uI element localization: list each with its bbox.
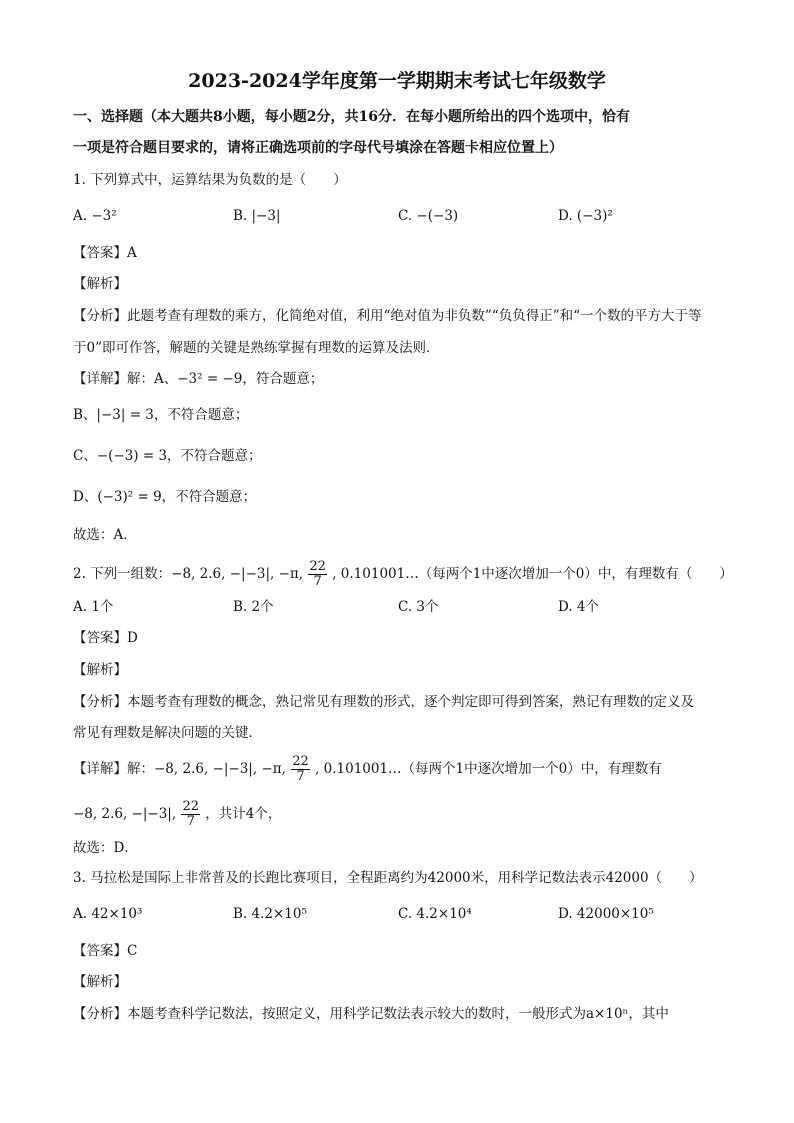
q2-fraction-denominator: 7 [313,574,322,589]
q2-conclusion: 故选：D． [73,840,138,856]
q2-option-a: A. 1个 [73,599,114,615]
page-title: 2023-2024学年度第一学期期末考试七年级数学 [188,70,606,92]
q2-fraction [308,560,327,589]
q1-detail-d: D、(−3)² = 9，不符合题意； [73,489,257,505]
q2-detail2-fraction-numerator: 22 [182,799,199,814]
q1-fenxi-line1: 【分析】此题考查有理数的乘方，化简绝对值，利用“绝对值为非负数”“负负得正”和“一个数的平方大于等 [73,308,702,324]
q3-option-b: B. 4.2×10⁵ [233,906,307,922]
q2-answer: 【答案】D [73,630,138,646]
q2-detail-line2 [73,800,281,829]
q1-detail-a: 【详解】解：A、−3² = −9，符合题意； [73,371,324,387]
q1-detail-c: C、−(−3) = 3，不符合题意； [73,448,262,464]
q1-analysis-label: 【解析】 [73,276,127,292]
q2-detail2-fraction-denominator: 7 [186,814,195,829]
q2-option-d: D. 4个 [558,599,600,615]
q2-detail-post: , 0.101001…（每两个1中逐次增加一个0）中，有理数有 [315,761,662,777]
q1-option-b: B. |−3| [233,208,281,224]
q2-detail-fraction-denominator: 7 [296,769,305,784]
q1-answer: 【答案】A [73,245,137,261]
q2-detail2-post: ，共计4个， [205,806,282,822]
q1-detail-b: B、|−3| = 3，不符合题意； [73,407,249,423]
q1-option-c: C. −(−3) [398,208,459,224]
section-heading-line2: 一项是符合题目要求的，请将正确选项前的字母代号填涂在答题卡相应位置上） [73,140,563,156]
q2-fenxi-line1: 【分析】本题考查有理数的概念，熟记常见有理数的形式，逐个判定即可得到答案，熟记有理数的定义及 [73,694,694,710]
q3-stem: 3. 马拉松是国际上非常普及的长跑比赛项目，全程距离约为42000米，用科学记数法表示42000（ ） [73,870,703,886]
q3-option-d: D. 42000×10⁵ [558,906,654,922]
section-heading-line1: 一、选择题（本大题共8小题，每小题2分，共16分．在每小题所给出的四个选项中，恰有 [73,109,630,125]
q2-detail2-fraction [181,800,200,829]
q3-option-a: A. 42×10³ [73,906,143,922]
q2-option-c: C. 3个 [398,599,439,615]
q2-detail-fraction [291,755,310,784]
q1-conclusion: 故选：A． [73,527,137,543]
q2-fraction-numerator: 22 [309,559,326,574]
q2-detail-fraction-numerator: 22 [292,754,309,769]
q2-stem-pre: 2. 下列一组数：−8, 2.6, −|−3|, −π, [73,566,304,582]
q2-fenxi-line2: 常见有理数是解决问题的关键． [73,725,262,741]
q1-option-d: D. (−3)² [558,208,613,224]
q2-stem-post: , 0.101001…（每两个1中逐次增加一个0）中，有理数有（ ） [332,566,733,582]
q2-analysis-label: 【解析】 [73,662,127,678]
q1-fenxi-line2: 于0”即可作答，解题的关键是熟练掌握有理数的运算及法则． [73,340,440,356]
q2-detail-line1 [73,755,662,784]
q2-stem [73,560,733,589]
q1-option-a: A. −3² [73,208,117,224]
q2-option-b: B. 2个 [233,599,274,615]
q2-detail-pre: 【详解】解：−8, 2.6, −|−3|, −π, [73,761,286,777]
q3-fenxi-line1: 【分析】本题考查科学记数法，按照定义，用科学记数法表示较大的数时，一般形式为a×10ⁿ，其中 [73,1006,669,1022]
q3-analysis-label: 【解析】 [73,974,127,990]
q2-detail2-pre: −8, 2.6, −|−3|, [73,806,177,822]
q3-option-c: C. 4.2×10⁴ [398,906,472,922]
q3-answer: 【答案】C [73,943,138,959]
q1-stem: 1. 下列算式中，运算结果为负数的是（ ） [73,172,347,188]
